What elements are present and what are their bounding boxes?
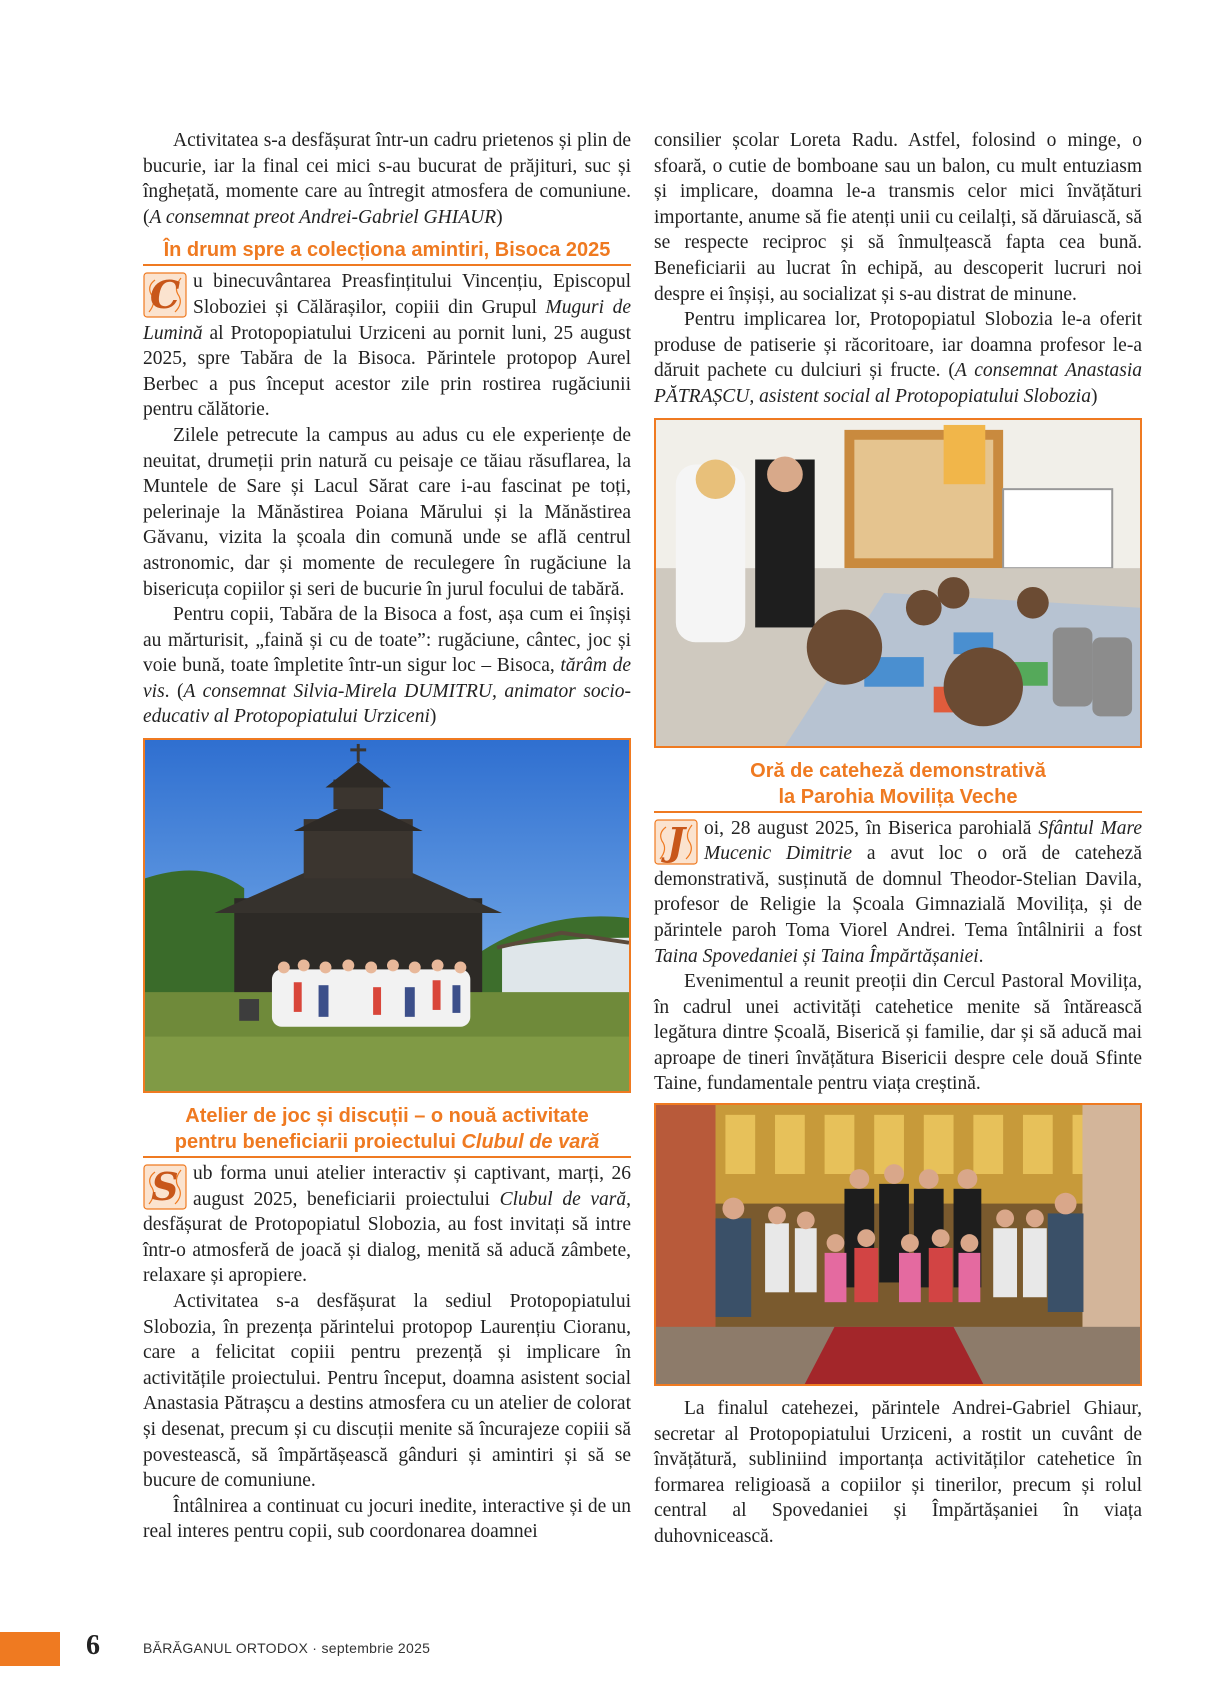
photo-church-group [654,1103,1142,1386]
intro-paragraph: Activitatea s-a desfășurat într-un cadru prietenos și plin de bucurie, iar la final cei mici s-au bucurat de prăjituri, suc și înghețată, momente care au întregit atmosfera de comuniune. (A consemnat preot Andrei-Gabriel GHIAUR) [143,130,631,228]
left-column [143,128,631,1545]
cateheza-paragraph-3: La finalul catehezei, părintele Andrei-Gabriel Ghiaur, secretar al Protopopiatului Urziceni, a rostit un cuvânt de învățătură, subliniind importanța activităților catehetice în formarea religioasă a copiilor și tinerilor, precum și rolul central al Spovedaniei și Împărtășaniei în viața duhovnicească. [654,1398,1142,1548]
bisoca-paragraph-1: C u binecuvântarea Preasfințitului Vincențiu, Episcopul Sloboziei și Călărașilor, copiii din Grupul Muguri de Lumină al Protopopiatului Urziceni au pornit luni, 25 august 2025, spre Tabăra de la Bisoca. Părintele protopop Aurel Berbec a pus început acestor zile prin rostirea rugăciunii pentru călătorie. [143,271,631,421]
cateheza-paragraph-2: Evenimentul a reunit preoții din Cercul Pastoral Movilița, în cadrul unei activități catehetice menite să întărească legătura dintre Școală, Biserică și familie, dar și să aducă mai aproape de tineri învățătura Bisericii despre cele două Sfinte Taine, fundamentale pentru viața creștină. [654,971,1142,1095]
article-title-clubul: Atelier de joc și discuții – o nouă activitate pentru beneficiarii proiectului Clubul de vară [143,1103,631,1158]
clubul-continued-paragraph: consilier școlar Loreta Radu. Astfel, folosind o minge, o sfoară, o cutie de bomboane sau un balon, cu mult entuziasm și implicare, doamna le-a transmis celor mici învățături importante, anume să fie atenți unii cu ceilalți, să dăruiască, să se respecte reciproc și să înmulțească fapta cea bună. Beneficiarii au lucrat în echipă, au descoperit lucruri noi despre ei înșiși, au socializat și s-au distrat de minune. [654,130,1142,305]
photo-wooden-church-group [143,738,631,1093]
bisoca-paragraph-3: Pentru copii, Tabăra de la Bisoca a fost, așa cum ei înșiși au mărturisit, „faină și cu de toate”: rugăciune, cântec, joc și voie bună, toate împletite într-un sigur loc – Bisoca, tărâm de vis. (A consemnat Silvia-Mirela DUMITRU, animator socio-educativ al Protopopiatului Urziceni) [143,604,631,728]
cateheza-paragraph-1: J oi, 28 august 2025, în Biserica parohială Sfântul Mare Mucenic Dimitrie a avut loc o oră de cateheză demonstrativă, susținută de domnul Theodor-Stelian Davila, profesor de Religie la Școala Gimnazială Movilița, și de părintele paroh Toma Viorel Andrei. Tema întâlnirii a fost Taina Spovedaniei și Taina Împărtășaniei. [654,817,1142,967]
dropcap-c: C [143,272,187,318]
issue-date: · septembrie 2025 [308,1640,431,1656]
right-column [654,128,1142,1550]
clubul-paragraph-2: Activitatea s-a desfășurat la sediul Protopopiatului Slobozia, în prezența părintelui protopop Laurențiu Cioranu, care a felicitat copiii pentru prezență și implicare în activitățile proiectului. Pentru început, doamna asistent social Anastasia Pătrașcu a destins atmosfera cu un atelier de colorat și desenat, precum și cu discuții menite să încurajeze copiii să povestească, să împărtășească gânduri și amintiri și să se bucure de comuniune. [143,1291,631,1492]
photo-coloring-workshop [654,418,1142,748]
clubul-credit-paragraph: Pentru implicarea lor, Protopopiatul Slobozia le-a oferit produse de patiserie și răcoritoare, iar doamna profesor le-a dăruit pachete cu dulciuri și fructe. (A consemnat Anastasia PĂTRAȘCU, asistent social al Protopopiatului Slobozia) [654,309,1143,407]
clubul-paragraph-3: Întâlnirea a continuat cu jocuri inedite, interactive și de un real interes pentru copii, sub coordonarea doamnei [143,1495,631,1543]
church-interior-photo-image [656,1105,1140,1384]
article-title-cateheza: Oră de cateheză demonstrativă la Parohia Movilița Veche [654,758,1142,813]
dropcap-s: S [143,1164,187,1210]
dropcap-j: J [654,819,698,865]
bisoca-paragraph-2: Zilele petrecute la campus au adus cu ele experiențe de neuitat, drumeții prin natură cu peisaje ce tăiau răsuflarea, la Muntele de Sare și Lacul Sărat care i-au fascinat pe toți, pelerinaje la Mănăstirea Poiana Mărului și la Mănăstirea Găvanu, vizita la școala din comună unde se află centrul astronomic, dar și momente de reculegere în rugăciune la bisericuța copiilor și seri de bucurie în jurul focului de tabără. [143,424,631,600]
clubul-paragraph-1: S ub forma unui atelier interactiv și captivant, marți, 26 august 2025, beneficiarii proiectului Clubul de vară, desfășurat de Protopopiatul Slobozia, au fost invitați să intre într-o atmosferă de joacă și dialog, menită să aducă zâmbete, relaxare și apropiere. [143,1163,631,1287]
church-photo-image [145,740,629,1091]
publication-name: BĂRĂGANUL ORTODOX [143,1640,309,1656]
page-number: 6 [86,1630,100,1661]
workshop-photo-image [656,420,1140,746]
footer-accent-bar [0,1632,60,1666]
footer-publication [143,1640,430,1656]
article-title-bisoca: În drum spre a colecționa amintiri, Bisoca 2025 [143,237,631,266]
